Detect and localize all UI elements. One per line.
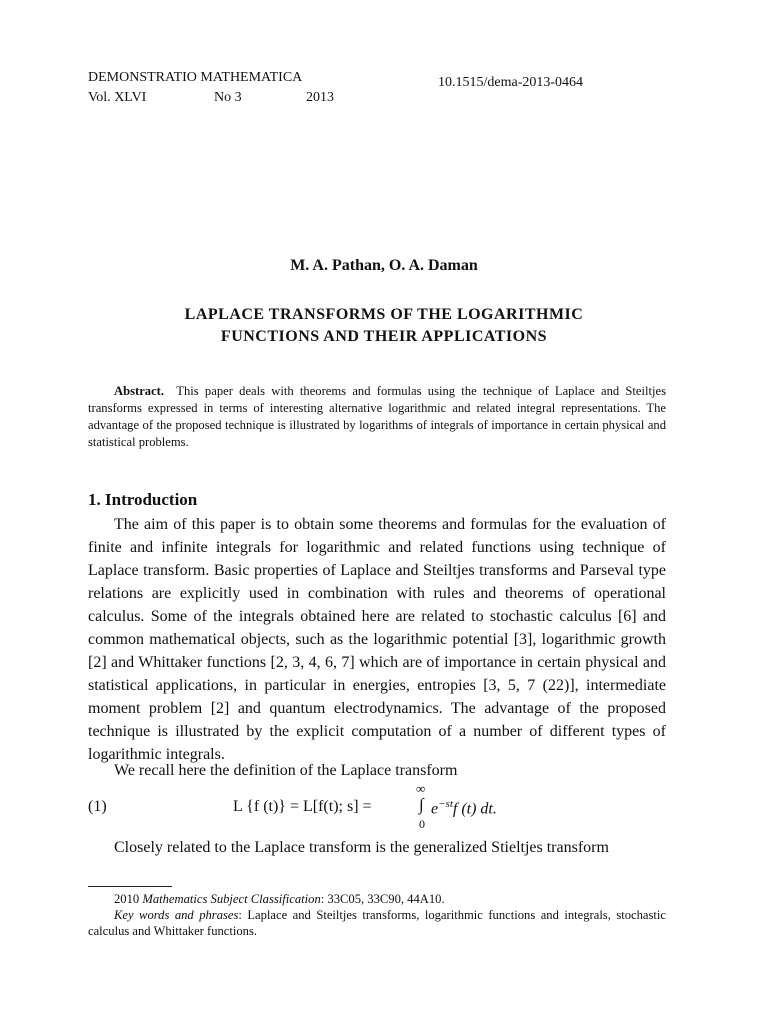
paper-title xyxy=(0,304,768,348)
keywords-label: Key words and phrases xyxy=(114,908,239,922)
title-line-2: FUNCTIONS AND THEIR APPLICATIONS xyxy=(220,328,548,345)
msc-label: Mathematics Subject Classification xyxy=(142,892,321,906)
journal-year: 2013 xyxy=(306,90,334,105)
footnote-rule xyxy=(88,886,172,887)
exp-base: e xyxy=(431,800,439,818)
journal-name: DEMONSTRATIO MATHEMATICA xyxy=(88,70,303,85)
abstract xyxy=(88,383,666,451)
authors: M. A. Pathan, O. A. Daman xyxy=(290,257,478,274)
equation-lhs: L {f (t)} = L[f(t); s] = xyxy=(233,798,372,815)
journal-header xyxy=(88,68,334,108)
integral-upper-limit: ∞ xyxy=(416,781,426,796)
intro-paragraph-3: Closely related to the Laplace transform is the generalized Stieltjes transform xyxy=(114,839,609,856)
exponent: −st xyxy=(438,798,453,810)
msc-codes: : 33C05, 33C90, 44A10. xyxy=(320,892,445,906)
abstract-label: Abstract. xyxy=(114,384,165,398)
journal-volume: Vol. XLVI xyxy=(88,90,147,105)
equation-number: (1) xyxy=(88,798,107,815)
msc-year: 2010 xyxy=(114,892,140,906)
journal-issue-row xyxy=(88,88,334,108)
keywords-text: : Laplace and Steiltjes transforms, logarithmic functions and integrals, stochastic calculus and Whittaker functions. xyxy=(88,908,666,938)
integrand-rest: f (t) dt. xyxy=(452,800,497,818)
integrand xyxy=(431,798,497,818)
footnote-keywords xyxy=(88,907,666,939)
doi: 10.1515/dema-2013-0464 xyxy=(438,75,584,90)
abstract-text: This paper deals with theorems and formulas using the technique of Laplace and Steiltjes transforms expressed in terms of interesting alternative logarithmic and related integral representations. The advantage of the proposed technique is illustrated by logarithms of integrals of importance in certain physical and statistical problems. xyxy=(88,384,666,449)
footnote-msc xyxy=(88,891,666,907)
integral-lower-limit: 0 xyxy=(419,817,425,831)
title-line-1: LAPLACE TRANSFORMS OF THE LOGARITHMIC xyxy=(184,306,584,323)
journal-number: No 3 xyxy=(214,90,242,105)
laplace-equation xyxy=(233,781,553,835)
section-heading: 1. Introduction xyxy=(88,490,198,509)
intro-paragraph-2: We recall here the definition of the Laplace transform xyxy=(114,762,458,779)
intro-paragraph-1: The aim of this paper is to obtain some theorems and formulas for the evaluation of finite and infinite integrals for logarithmic and related functions using technique of Laplace transform. Basic properties of Laplace and Steiltjes transforms and Parseval type relations are explicitly used in combination with rules and theorems of operational calculus. Some of the integrals obtained here are related to stochastic calculus [6] and common mathematical objects, such as the logarithmic potential [3], logarithmic growth [2] and Whittaker functions [2, 3, 4, 6, 7] which are of importance in certain physical and statistical applications, in particular in energies, entropies [3, 5, 7 (22)], intermediate moment problem [2] and quantum electrodynamics. The advantage of the proposed technique is illustrated by the explicit computation of a number of different types of logarithmic integrals. xyxy=(88,516,666,763)
integral-sign: ∫ xyxy=(419,795,424,814)
